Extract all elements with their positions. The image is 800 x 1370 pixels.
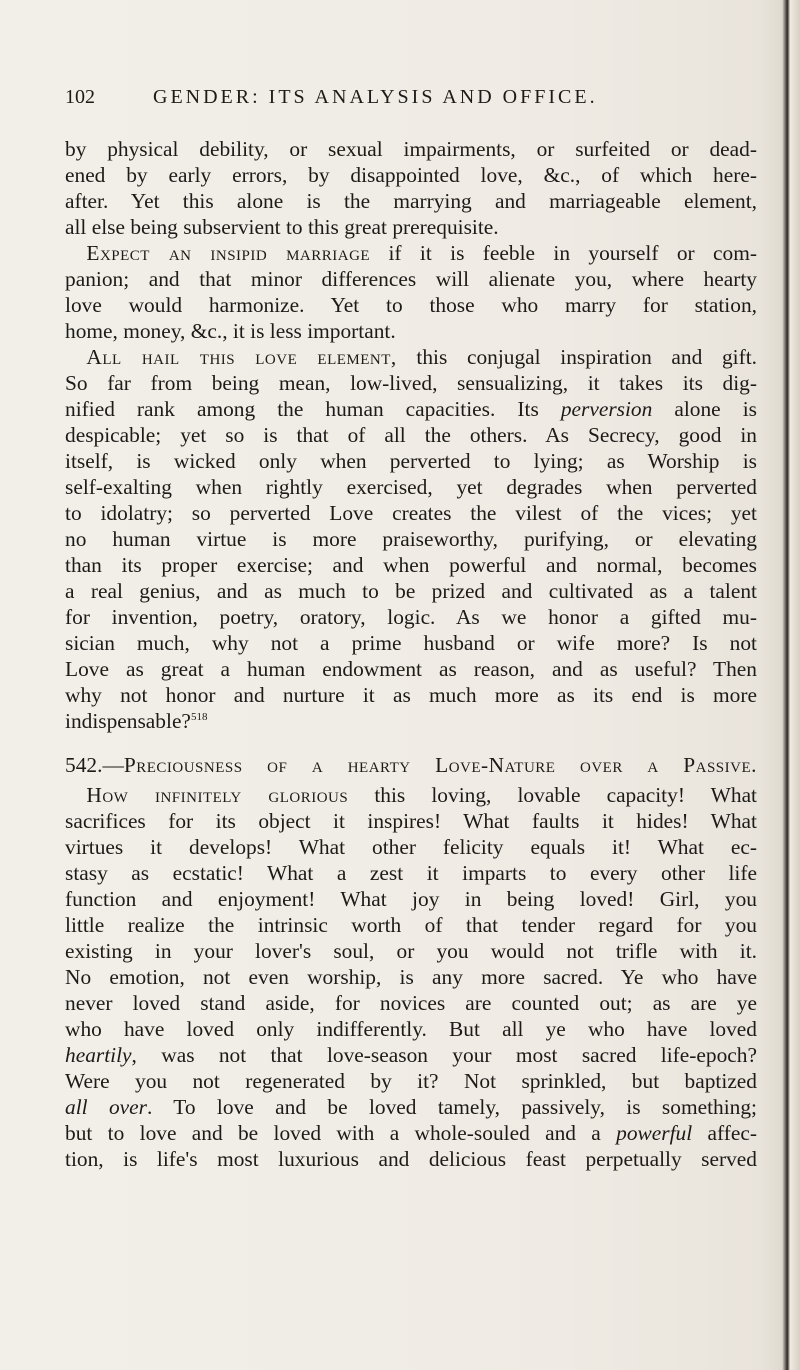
text-line: sacrifices for its object it inspires! What faults it hides! What	[65, 809, 757, 833]
text-line: love would harmonize. Yet to those who marry for station,	[65, 293, 757, 317]
running-title: GENDER: ITS ANALYSIS AND OFFICE.	[153, 86, 598, 108]
section-title: Preciousness of a hearty Love-Nature over a Passive.	[123, 753, 757, 777]
lead-words: All hail this love element,	[86, 345, 397, 369]
text-line: for invention, poetry, oratory, logic. As we honor a gifted mu-	[65, 605, 757, 629]
footnote-reference: 518	[190, 710, 208, 723]
text-line: no human virtue is more praiseworthy, purifying, or elevating	[65, 527, 757, 551]
text-line: who have loved only indifferently. But all ye who have loved	[65, 1017, 757, 1041]
text-line: than its proper exercise; and when powerful and normal, becomes	[65, 553, 757, 577]
text-line: despicable; yet so is that of all the others. As Secrecy, good in	[65, 423, 757, 447]
text-line: existing in your lover's soul, or you would not trifle with it.	[65, 939, 757, 963]
page-edge	[782, 0, 800, 1370]
text-line: virtues it develops! What other felicity equals it! What ec-	[65, 835, 757, 859]
section-number: 542.	[65, 753, 103, 777]
text-line: Were you not regenerated by it? Not sprinkled, but baptized	[65, 1069, 757, 1093]
running-header	[65, 86, 755, 118]
lead-words: Expect an insipid marriage	[86, 241, 371, 265]
paragraph-2	[65, 240, 757, 344]
text-line: sician much, why not a prime husband or wife more? Is not	[65, 631, 757, 655]
text-line: All hail this love element, this conjugal inspiration and gift.	[86, 345, 758, 369]
text-line: stasy as ecstatic! What a zest it imparts to every other life	[65, 861, 757, 885]
text-line: ened by early errors, by disappointed love, &c., of which here-	[65, 163, 757, 187]
text-line: itself, is wicked only when perverted to lying; as Worship is	[65, 449, 757, 473]
text-line: to idolatry; so perverted Love creates the vilest of the vices; yet	[65, 501, 757, 525]
paragraph-3	[65, 344, 757, 734]
text-line: by physical debility, or sexual impairments, or surfeited or dead-	[65, 137, 757, 161]
text-line: little realize the intrinsic worth of that tender regard for you	[65, 913, 757, 937]
text-line: heartily, was not that love-season your most sacred life-epoch?	[65, 1043, 757, 1067]
text-line: How infinitely glorious this loving, lovable capacity! What	[86, 783, 758, 807]
text-line: all else being subservient to this great prerequisite.	[65, 215, 499, 239]
text-line: self-exalting when rightly exercised, yet degrades when perverted	[65, 475, 757, 499]
italic-word: heartily	[65, 1043, 132, 1067]
lead-words: How infinitely glorious	[86, 783, 349, 807]
text-line: all over. To love and be loved tamely, passively, is something;	[65, 1095, 758, 1119]
body-text	[65, 136, 757, 1172]
text-line: panion; and that minor differences will alienate you, where hearty	[65, 267, 757, 291]
text-line: function and enjoyment! What joy in being loved! Girl, you	[65, 887, 757, 911]
text-line: home, money, &c., it is less important.	[65, 319, 396, 343]
italic-word: perversion	[560, 397, 653, 421]
paragraph-4	[65, 782, 757, 1172]
page-number: 102	[65, 86, 95, 108]
text-line: a real genius, and as much to be prized and cultivated as a talent	[65, 579, 757, 603]
italic-word: powerful	[616, 1121, 693, 1145]
text-line: why not honor and nurture it as much more as its end is more	[65, 683, 757, 707]
text-line: Expect an insipid marriage if it is feeble in yourself or com-	[86, 241, 757, 265]
paragraph-1	[65, 136, 757, 240]
text-line: No emotion, not even worship, is any more sacred. Ye who have	[65, 965, 757, 989]
text-line: after. Yet this alone is the marrying and marriageable element,	[65, 189, 757, 213]
text-line: So far from being mean, low-lived, sensualizing, it takes its dig-	[65, 371, 757, 395]
text-line: tion, is life's most luxurious and delicious feast perpetually served	[65, 1147, 757, 1171]
text-line: indispensable?$^{518}$	[65, 709, 208, 733]
text-line: Love as great a human endowment as reason, and as useful? Then	[65, 657, 757, 681]
italic-word: all over	[65, 1095, 147, 1119]
text-line: never loved stand aside, for novices are counted out; as are ye	[65, 991, 757, 1015]
section-heading: 542.—Preciousness of a hearty Love-Nature over a Passive.	[65, 753, 757, 777]
text-line: nified rank among the human capacities. Its perversion alone is	[65, 397, 757, 421]
text-line: but to love and be loved with a whole-souled and a powerful affec-	[65, 1121, 757, 1145]
